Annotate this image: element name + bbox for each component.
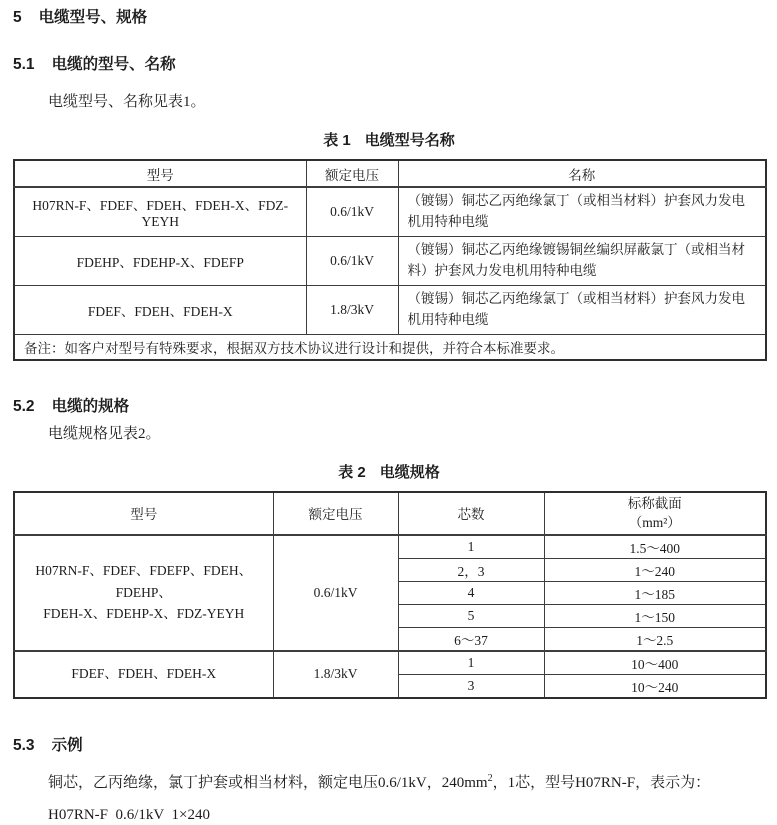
example-text-suffix: ，1芯，型号H07RN-F，表示为： — [492, 774, 711, 791]
table2-caption-title: 电缆规格 — [379, 463, 440, 481]
voltage-cell: 0.6/1kV — [273, 535, 398, 651]
table2-caption-label: 表 2 — [338, 463, 366, 481]
model-cell: FDEF、FDEH、FDEH-X — [14, 285, 306, 334]
table1-note-cell: 备注：如客户对型号有特殊要求，根据双方技术协议进行设计和提供，并符合本标准要求。 — [14, 334, 766, 360]
table1-caption-title: 电缆型号名称 — [364, 132, 455, 149]
cores-cell: 1 — [398, 651, 544, 675]
cores-cell: 5 — [398, 604, 544, 627]
table2-header-section — [544, 492, 766, 535]
table2-caption — [13, 461, 765, 482]
section-5-3-title: 示例 — [51, 736, 83, 754]
name-cell: （镀锡）铜芯乙丙绝缘镀锡铜丝编织屏蔽氯丁（或相当材料）护套风力发电机用特种电缆 — [398, 236, 766, 285]
model-cell — [14, 535, 273, 651]
table2-header-section-line1: 标称截面 — [627, 495, 682, 511]
example-text-prefix: 铜芯，乙丙绝缘，氯丁护套或相当材料，额定电压0.6/1kV，240mm — [48, 774, 488, 791]
section-5-2-number: 5.2 — [13, 397, 35, 415]
table1-note-row — [14, 334, 766, 360]
table1 — [13, 159, 767, 361]
section-cell: 1.5～400 — [544, 535, 766, 559]
name-cell: （镀锡）铜芯乙丙绝缘氯丁（或相当材料）护套风力发电机用特种电缆 — [398, 285, 766, 334]
section-5-number: 5 — [13, 9, 22, 26]
table1-header-name: 名称 — [398, 160, 766, 187]
voltage-cell: 1.8/3kV — [273, 651, 398, 698]
table2-row — [14, 535, 766, 559]
example-designation-line: H07RN-F 0.6/1kV 1×240 — [48, 806, 210, 823]
table1-caption — [13, 129, 765, 150]
section-cell: 1～150 — [544, 604, 766, 627]
model-line: FDEF、FDEH、FDEH-X — [71, 666, 217, 682]
voltage-cell: 0.6/1kV — [306, 187, 398, 236]
section-cell: 10～240 — [544, 674, 766, 698]
section-5-heading — [13, 8, 765, 28]
cores-cell: 3 — [398, 674, 544, 698]
model-line: FDEH-X、FDEHP-X、FDZ-YEYH — [43, 606, 245, 622]
section-5-3-number: 5.3 — [13, 736, 35, 754]
cores-cell: 2，3 — [398, 558, 544, 581]
model-cell: FDEHP、FDEHP-X、FDEFP — [14, 236, 306, 285]
table1-caption-label: 表 1 — [323, 132, 351, 149]
section-5-1-number: 5.1 — [13, 56, 35, 73]
cores-cell: 4 — [398, 581, 544, 604]
table2-header-row — [14, 492, 766, 535]
table2-header-section-unit: （mm²） — [628, 515, 681, 531]
section-5-1-paragraph: 电缆型号、名称见表1。 — [48, 94, 206, 110]
table1-header-voltage: 额定电压 — [306, 160, 398, 187]
model-cell — [14, 651, 273, 698]
table1-header-model: 型号 — [14, 160, 306, 187]
table1-row — [14, 285, 766, 334]
model-line: H07RN-F、FDEF、FDEFP、FDEH、FDEHP、 — [35, 563, 253, 600]
table1-row — [14, 187, 766, 236]
section-5-1-title: 电缆的型号、名称 — [51, 56, 176, 73]
section-5-2-paragraph: 电缆规格见表2。 — [48, 425, 161, 442]
voltage-cell: 1.8/3kV — [306, 285, 398, 334]
cores-cell: 6～37 — [398, 627, 544, 651]
section-5-2-title: 电缆的规格 — [51, 397, 130, 415]
section-5-2-heading — [13, 397, 765, 417]
model-cell: H07RN-F、FDEF、FDEH、FDEH-X、FDZ-YEYH — [14, 187, 306, 236]
section-cell: 1～185 — [544, 581, 766, 604]
table2-header-model: 型号 — [14, 492, 273, 535]
table2-row — [14, 651, 766, 675]
name-cell: （镀锡）铜芯乙丙绝缘氯丁（或相当材料）护套风力发电机用特种电缆 — [398, 187, 766, 236]
section-5-3-heading — [13, 736, 765, 756]
section-cell: 1～240 — [544, 558, 766, 581]
table1-row — [14, 236, 766, 285]
section-5-title: 电缆型号、规格 — [38, 9, 148, 26]
voltage-cell: 0.6/1kV — [306, 236, 398, 285]
section-5-1-heading — [13, 55, 765, 75]
section-cell: 10～400 — [544, 651, 766, 675]
table2-header-voltage: 额定电压 — [273, 492, 398, 535]
table2-header-cores: 芯数 — [398, 492, 544, 535]
table2 — [13, 491, 767, 699]
section-cell: 1～2.5 — [544, 627, 766, 651]
superscript-2: 2 — [487, 772, 493, 784]
cores-cell: 1 — [398, 535, 544, 559]
table1-header-row — [14, 160, 766, 187]
